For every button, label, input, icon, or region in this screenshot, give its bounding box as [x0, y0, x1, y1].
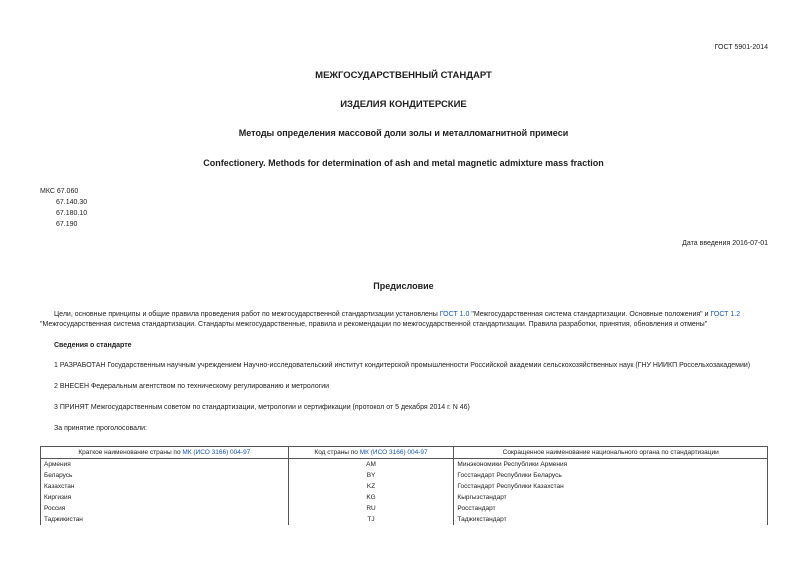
code-cell: RU — [288, 503, 454, 514]
document-code: ГОСТ 5901-2014 — [714, 44, 768, 51]
country-cell: Таджикистан — [41, 514, 289, 525]
preface-text: "Межгосударственная система стандартизации. Основные положения" и — [469, 311, 711, 318]
mks-code: 67.190 — [56, 221, 78, 228]
mk-iso-link[interactable]: МК (ИСО 3166) 004-97 — [359, 449, 428, 456]
body-cell: Росстандарт — [454, 503, 768, 514]
table-row — [41, 459, 768, 471]
preface-paragraph — [40, 310, 770, 330]
gost-1-2-link[interactable]: ГОСТ 1.2 — [710, 311, 741, 318]
table-row — [41, 481, 768, 492]
country-cell: Киргизия — [41, 492, 289, 503]
preface-text: Цели, основные принципы и общие правила проведения работ по межгосударственной стандартизации установлены — [54, 311, 440, 318]
country-cell: Россия — [41, 503, 289, 514]
column-header-country: Краткое наименование страны по МК (ИСО 3166) 004-97 — [41, 447, 289, 459]
mks-code: 67.140.30 — [56, 199, 88, 206]
code-cell: BY — [288, 470, 454, 481]
heading-methods-en: Confectionery. Methods for determination of ash and metal magnetic admixture mass fraction — [203, 158, 604, 168]
body-cell: Таджикстандарт — [454, 514, 768, 525]
item-introduced: 2 ВНЕСЕН Федеральным агентством по техническому регулированию и метрологии — [54, 383, 330, 390]
code-cell: KG — [288, 492, 454, 503]
mks-code: 67.180.10 — [56, 210, 88, 217]
preface-title: Предисловие — [373, 281, 434, 291]
item-voted: За принятие проголосовали: — [54, 425, 147, 432]
body-cell: Госстандарт Республики Казахстан — [454, 481, 768, 492]
column-header-body: Сокращенное наименование национального органа по стандартизации — [454, 447, 768, 459]
mk-iso-link[interactable]: МК (ИСО 3166) 004-97 — [182, 449, 251, 456]
table-header-row — [41, 447, 768, 459]
voting-table — [40, 446, 768, 525]
code-cell: KZ — [288, 481, 454, 492]
body-cell: Кыргызстандарт — [454, 492, 768, 503]
body-cell: Минэкономики Республики Армения — [454, 459, 768, 471]
heading-interstate-standard: МЕЖГОСУДАРСТВЕННЫЙ СТАНДАРТ — [315, 70, 492, 81]
item-adopted: 3 ПРИНЯТ Межгосударственным советом по стандартизации, метрологии и сертификации (протокол от 5 декабря 2014 г. N 46) — [54, 404, 470, 411]
mks-block — [40, 186, 87, 230]
country-cell: Армения — [41, 459, 289, 471]
column-header-code: Код страны по МК (ИСО 3166) 004-97 — [288, 447, 454, 459]
gost-1-0-link[interactable]: ГОСТ 1.0 — [439, 311, 470, 318]
heading-methods-ru: Методы определения массовой доли золы и металломагнитной примеси — [238, 128, 569, 138]
body-cell: Госстандарт Республики Беларусь — [454, 470, 768, 481]
heading-product: ИЗДЕЛИЯ КОНДИТЕРСКИЕ — [340, 99, 467, 110]
mks-label: МКС 67.060 — [40, 188, 79, 195]
code-cell: AM — [288, 459, 454, 471]
code-cell: TJ — [288, 514, 454, 525]
table-row — [41, 503, 768, 514]
table-row — [41, 492, 768, 503]
standard-info-title: Сведения о стандарте — [54, 342, 132, 349]
introduction-date: Дата введения 2016-07-01 — [682, 240, 768, 247]
table-row — [41, 514, 768, 525]
item-developed: 1 РАЗРАБОТАН Государственным научным учреждением Научно-исследовательский институт кондитерской промышленности Российской академии сельскохозяйственных наук (ГНУ НИИКП Россельхозакадемии) — [54, 362, 751, 369]
table-row — [41, 470, 768, 481]
country-cell: Беларусь — [41, 470, 289, 481]
preface-text: "Межгосударственная система стандартизации. Стандарты межгосударственные, правила и рекомендации по межгосударственной стандартизации. Правила разработки, принятия, обновления и отмены" — [40, 321, 708, 328]
country-cell: Казахстан — [41, 481, 289, 492]
